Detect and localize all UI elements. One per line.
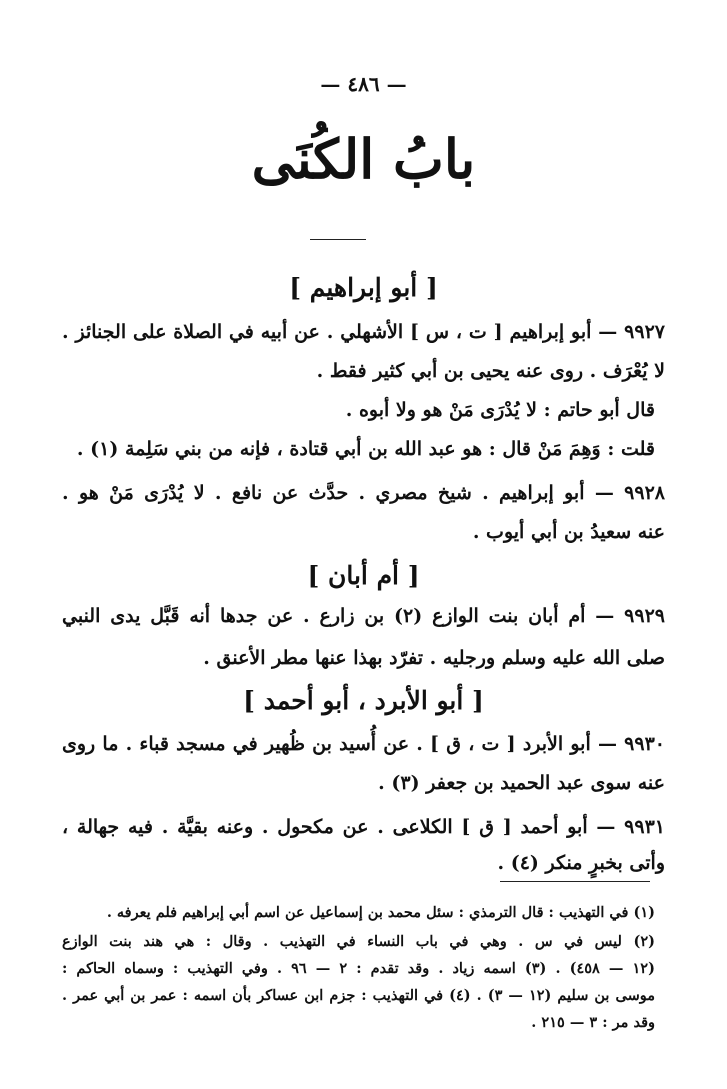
entry-line: ٩٩٣١ — أبو أحمد [ ق ] الكلاعى . عن مكحول . وعنه بقيَّة . فيه جهالة ، — [62, 816, 665, 838]
footnote-line: (١٢ — ٤٥٨) . (٣) اسمه زياد . وقد تقدم : ٢ — ٩٦ . وفي التهذيب : وسماه الحاكم : — [62, 960, 655, 977]
footnote-line: موسى بن سليم (١٢ — ٣) . (٤) في التهذيب : جزم ابن عساكر بأن اسمه : عمر بن أبي عمر . — [62, 987, 655, 1004]
footnote-line: وقد مر : ٣ — ٢١٥ . — [531, 1014, 655, 1031]
entry-line: ٩٩٢٧ — أبو إبراهيم [ ت ، س ] الأشهلي . عن أبيه في الصلاة على الجنائز . — [62, 321, 665, 343]
footnote-line: (٢) ليس في س . وهي في باب النساء في التهذيب . وقال : هي هند بنت الوازع — [62, 933, 655, 950]
page-number: — ٤٨٦ — — [320, 72, 407, 96]
entry-line: عنه سعيدُ بن أبي أيوب . — [472, 521, 665, 543]
section-heading-umm-aban: [ أم أبان ] — [307, 561, 420, 590]
entry-line: ٩٩٢٨ — أبو إبراهيم . شيخ مصري . حدَّث عن نافع . لا يُدْرَى مَنْ هو . — [62, 482, 665, 504]
footnote-divider — [500, 881, 650, 882]
entry-line: لا يُعْرَف . روى عنه يحيى بن أبي كثير فقط . — [316, 360, 665, 382]
entry-line: وأتى بخبرٍ منكر (٤) . — [497, 852, 665, 874]
chapter-title: بابُ الكُنَى — [251, 127, 476, 191]
section-heading-abu-ibrahim: [ أبو إبراهيم ] — [289, 273, 438, 302]
entry-line: قال أبو حاتم : لا يُدْرَى مَنْ هو ولا أبوه . — [345, 399, 655, 421]
section-heading-abu-al-abrad: [ أبو الأبرد ، أبو أحمد ] — [243, 686, 484, 715]
entry-line: قلت : وَهِمَ مَنْ قال : هو عبد الله بن أبي قتادة ، فإنه من بني سَلِمة (١) . — [76, 438, 655, 460]
entry-line: صلى الله عليه وسلم ورجليه . تفرّد بهذا عنها مطر الأعنق . — [203, 647, 665, 669]
entry-line: عنه سوى عبد الحميد بن جعفر (٣) . — [378, 772, 665, 794]
entry-line: ٩٩٣٠ — أبو الأبرد [ ت ، ق ] . عن أُسيد بن ظُهير في مسجد قباء . ما روى — [62, 733, 665, 755]
footnote-line: (١) في التهذيب : قال الترمذي : سئل محمد بن إسماعيل عن اسم أبي إبراهيم فلم يعرفه . — [106, 904, 655, 921]
title-divider — [310, 239, 366, 240]
entry-line: ٩٩٢٩ — أم أبان بنت الوازع (٢) بن زارع . عن جدها أنه قَبَّل يدى النبي — [62, 605, 665, 627]
